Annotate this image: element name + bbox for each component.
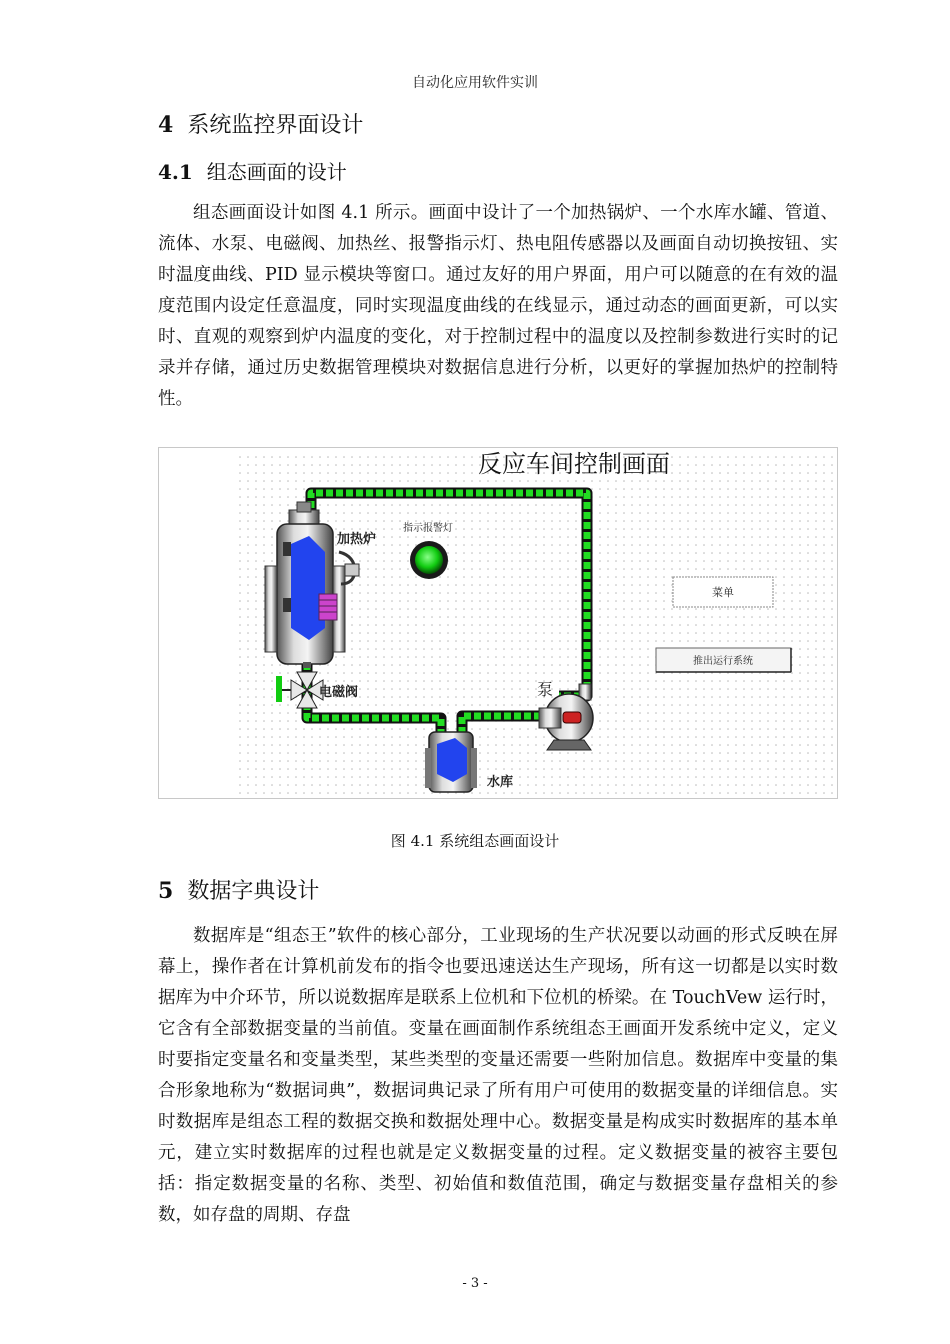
section-title: 数据字典设计 bbox=[187, 879, 320, 904]
section-4-paragraph: 组态画面设计如图 4.1 所示。画面中设计了一个加热锅炉、一个水库水罐、管道、流体、水泵、电磁阀、加热丝、报警指示灯、热电阻传感器以及画面自动切换按钮、实时温度曲线、PID 显示模块等窗口。通过友好的用户界面，用户可以随意的在有效的温度范围内设定任意温度，同时实现温度曲线的在线显示，通过动态的画面更新，可以实时、直观的观察到炉内温度的变化，对于控制过程中的温度以及控制参数进行实时的记录并存储，通过历史数据管理模块对数据信息进行分析，以更好的掌握加热炉的控制特性。 bbox=[158, 203, 838, 409]
alarm-light-icon bbox=[410, 541, 448, 579]
exit-runtime-button[interactable] bbox=[656, 648, 791, 672]
section-title: 系统监控界面设计 bbox=[187, 113, 364, 138]
screen-title: 反应车间控制画面 bbox=[478, 450, 670, 478]
menu-button-label: 菜单 bbox=[712, 586, 734, 599]
section-number: 4 bbox=[158, 112, 174, 138]
page-number: - 3 - bbox=[462, 1276, 488, 1291]
section-4-1-heading bbox=[158, 156, 347, 185]
alarm-light-label: 指示报警灯 bbox=[403, 523, 453, 534]
temperature-sensor bbox=[345, 564, 359, 576]
section-5-heading bbox=[158, 874, 319, 905]
reservoir-label: 水库 bbox=[487, 775, 514, 790]
section-5-paragraph: 数据库是“组态王”软件的核心部分，工业现场的生产状况要以动画的形式反映在屏幕上，操作者在计算机前发布的指令也要迅速送达生产现场，所有这一切都是以实时数据库为中介环节，所以说数据库是联系上位机和下位机的桥梁。在 TouchVew 运行时，它含有全部数据变量的当前值。变量在画面制作系统组态王画面开发系统中定义，定义时要指定变量名和变量类型，某些类型的变量还需要一些附加信息。数据库中变量的集合形象地称为“数据词典”，数据词典记录了所有用户可使用的数据变量的详细信息。实时数据库是组态工程的数据交换和数据处理中心。数据变量是构成实时数据库的基本单元，建立实时数据库的过程也就是定义数据变量的过程。定义数据变量的被容主要包括：指定数据变量的名称、类型、初始值和数值范围，确定与数据变量存盘相关的参数，如存盘的周期、存盘 bbox=[158, 926, 838, 1225]
section-4-heading bbox=[158, 108, 363, 139]
subsection-number: 4.1 bbox=[158, 160, 193, 184]
boiler-label: 加热炉 bbox=[337, 532, 377, 547]
subsection-title: 组态画面的设计 bbox=[206, 160, 347, 184]
menu-button[interactable] bbox=[673, 577, 773, 607]
scada-figure bbox=[158, 447, 838, 799]
section-number: 5 bbox=[158, 878, 174, 904]
heater-coil bbox=[319, 594, 337, 620]
running-header: 自动化应用软件实训 bbox=[412, 75, 538, 91]
figure-caption: 图 4.1 系统组态画面设计 bbox=[390, 832, 560, 850]
exit-button-label: 推出运行系统 bbox=[693, 656, 753, 667]
valve-label: 电磁阀 bbox=[319, 685, 359, 700]
pump-label: 泵 bbox=[537, 680, 554, 699]
scada-diagram bbox=[159, 448, 839, 800]
reservoir-tank bbox=[425, 732, 477, 792]
